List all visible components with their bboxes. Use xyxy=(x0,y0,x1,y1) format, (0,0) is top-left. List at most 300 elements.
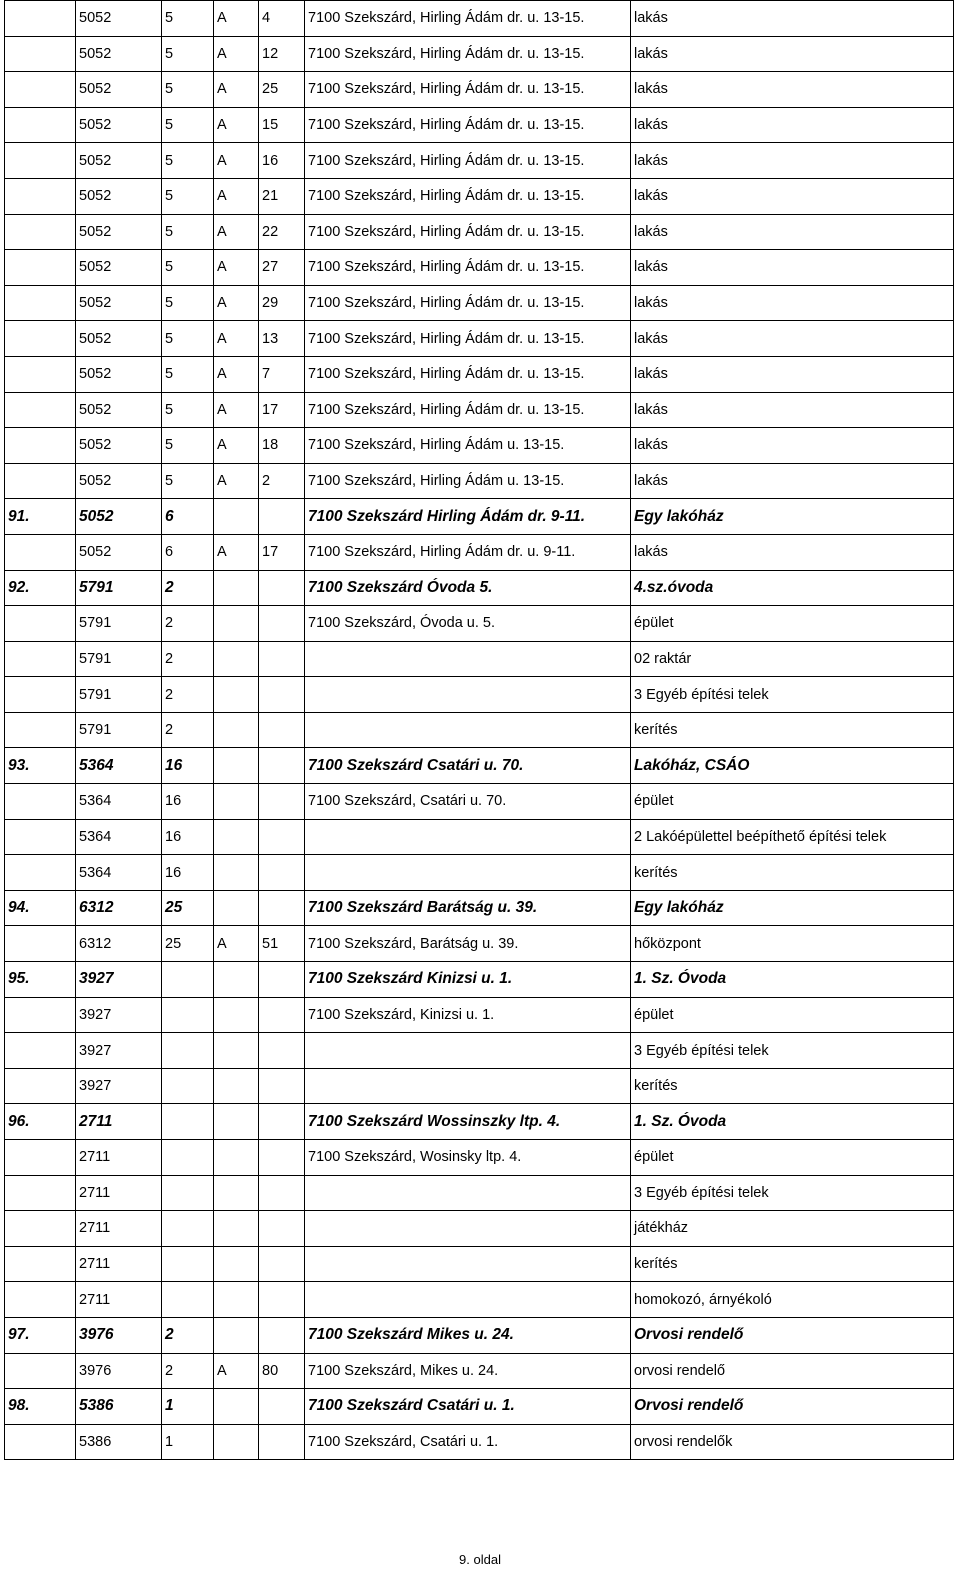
row-number-cell xyxy=(5,997,76,1033)
building-cell xyxy=(214,1389,259,1425)
row-number-cell xyxy=(5,606,76,642)
row-number-cell xyxy=(5,321,76,357)
building-cell: A xyxy=(214,143,259,179)
parcel-number-cell: 5386 xyxy=(76,1389,162,1425)
row-number-cell xyxy=(5,1282,76,1318)
parcel-number-cell: 5791 xyxy=(76,606,162,642)
unit-cell xyxy=(259,1424,305,1460)
sub-parcel-cell xyxy=(162,1282,214,1318)
unit-cell xyxy=(259,1317,305,1353)
table-row-property xyxy=(5,1104,954,1140)
sub-parcel-cell xyxy=(162,1104,214,1140)
row-number-cell: 92. xyxy=(5,570,76,606)
table-row xyxy=(5,712,954,748)
address-cell: 7100 Szekszárd Kinizsi u. 1. xyxy=(305,962,631,998)
building-cell xyxy=(214,641,259,677)
sub-parcel-cell: 1 xyxy=(162,1389,214,1425)
parcel-number-cell: 5052 xyxy=(76,36,162,72)
sub-parcel-cell: 5 xyxy=(162,178,214,214)
designation-cell: Lakóház, CSÁO xyxy=(631,748,954,784)
row-number-cell xyxy=(5,712,76,748)
designation-cell: kerítés xyxy=(631,1246,954,1282)
row-number-cell: 93. xyxy=(5,748,76,784)
sub-parcel-cell: 2 xyxy=(162,1353,214,1389)
parcel-number-cell: 5052 xyxy=(76,463,162,499)
address-cell xyxy=(305,641,631,677)
address-cell xyxy=(305,1211,631,1247)
table-row xyxy=(5,1282,954,1318)
unit-cell: 18 xyxy=(259,428,305,464)
sub-parcel-cell: 16 xyxy=(162,784,214,820)
building-cell xyxy=(214,819,259,855)
parcel-number-cell: 5052 xyxy=(76,534,162,570)
sub-parcel-cell xyxy=(162,1211,214,1247)
designation-cell: Orvosi rendelő xyxy=(631,1317,954,1353)
address-cell: 7100 Szekszárd, Hirling Ádám u. 13-15. xyxy=(305,463,631,499)
table-row xyxy=(5,285,954,321)
building-cell: A xyxy=(214,356,259,392)
building-cell: A xyxy=(214,321,259,357)
designation-cell: lakás xyxy=(631,356,954,392)
unit-cell xyxy=(259,748,305,784)
address-cell: 7100 Szekszárd, Kinizsi u. 1. xyxy=(305,997,631,1033)
sub-parcel-cell: 1 xyxy=(162,1424,214,1460)
row-number-cell: 91. xyxy=(5,499,76,535)
unit-cell: 17 xyxy=(259,392,305,428)
row-number-cell xyxy=(5,1353,76,1389)
row-number-cell xyxy=(5,392,76,428)
address-cell: 7100 Szekszárd, Hirling Ádám dr. u. 13-15. xyxy=(305,143,631,179)
table-row-property xyxy=(5,499,954,535)
unit-cell xyxy=(259,570,305,606)
sub-parcel-cell: 5 xyxy=(162,356,214,392)
address-cell: 7100 Szekszárd, Barátság u. 39. xyxy=(305,926,631,962)
building-cell xyxy=(214,855,259,891)
table-row xyxy=(5,926,954,962)
building-cell xyxy=(214,1175,259,1211)
building-cell xyxy=(214,1068,259,1104)
unit-cell: 21 xyxy=(259,178,305,214)
table-row xyxy=(5,1,954,37)
row-number-cell: 94. xyxy=(5,890,76,926)
designation-cell: hőközpont xyxy=(631,926,954,962)
sub-parcel-cell: 2 xyxy=(162,677,214,713)
sub-parcel-cell: 5 xyxy=(162,214,214,250)
address-cell: 7100 Szekszárd Csatári u. 70. xyxy=(305,748,631,784)
unit-cell: 4 xyxy=(259,1,305,37)
designation-cell: 02 raktár xyxy=(631,641,954,677)
address-cell xyxy=(305,855,631,891)
address-cell: 7100 Szekszárd, Hirling Ádám dr. u. 13-15. xyxy=(305,392,631,428)
designation-cell: lakás xyxy=(631,72,954,108)
address-cell xyxy=(305,1033,631,1069)
table-row xyxy=(5,1068,954,1104)
parcel-number-cell: 5364 xyxy=(76,748,162,784)
unit-cell: 15 xyxy=(259,107,305,143)
unit-cell xyxy=(259,1104,305,1140)
unit-cell xyxy=(259,677,305,713)
parcel-number-cell: 5052 xyxy=(76,107,162,143)
sub-parcel-cell xyxy=(162,997,214,1033)
sub-parcel-cell: 2 xyxy=(162,1317,214,1353)
designation-cell: kerítés xyxy=(631,855,954,891)
unit-cell xyxy=(259,1211,305,1247)
table-row xyxy=(5,641,954,677)
sub-parcel-cell: 2 xyxy=(162,641,214,677)
table-row xyxy=(5,997,954,1033)
sub-parcel-cell: 5 xyxy=(162,143,214,179)
unit-cell xyxy=(259,855,305,891)
address-cell: 7100 Szekszárd, Hirling Ádám dr. u. 13-15. xyxy=(305,285,631,321)
row-number-cell xyxy=(5,36,76,72)
unit-cell xyxy=(259,1033,305,1069)
address-cell xyxy=(305,1068,631,1104)
building-cell: A xyxy=(214,926,259,962)
parcel-number-cell: 5364 xyxy=(76,819,162,855)
building-cell: A xyxy=(214,534,259,570)
parcel-number-cell: 5052 xyxy=(76,356,162,392)
building-cell: A xyxy=(214,250,259,286)
unit-cell xyxy=(259,962,305,998)
table-row-property xyxy=(5,890,954,926)
address-cell: 7100 Szekszárd, Hirling Ádám dr. u. 13-15. xyxy=(305,250,631,286)
row-number-cell: 98. xyxy=(5,1389,76,1425)
sub-parcel-cell: 2 xyxy=(162,570,214,606)
row-number-cell xyxy=(5,534,76,570)
sub-parcel-cell: 16 xyxy=(162,819,214,855)
parcel-number-cell: 5052 xyxy=(76,321,162,357)
sub-parcel-cell xyxy=(162,1068,214,1104)
designation-cell: Egy lakóház xyxy=(631,499,954,535)
address-cell: 7100 Szekszárd, Wosinsky ltp. 4. xyxy=(305,1140,631,1176)
address-cell: 7100 Szekszárd, Hirling Ádám dr. u. 13-15. xyxy=(305,72,631,108)
unit-cell xyxy=(259,1140,305,1176)
building-cell xyxy=(214,890,259,926)
parcel-number-cell: 5386 xyxy=(76,1424,162,1460)
designation-cell: 1. Sz. Óvoda xyxy=(631,962,954,998)
sub-parcel-cell: 6 xyxy=(162,499,214,535)
row-number-cell xyxy=(5,641,76,677)
unit-cell: 22 xyxy=(259,214,305,250)
parcel-number-cell: 5052 xyxy=(76,1,162,37)
parcel-number-cell: 5791 xyxy=(76,712,162,748)
designation-cell: lakás xyxy=(631,178,954,214)
parcel-number-cell: 5052 xyxy=(76,285,162,321)
sub-parcel-cell xyxy=(162,962,214,998)
parcel-number-cell: 5791 xyxy=(76,570,162,606)
designation-cell: lakás xyxy=(631,285,954,321)
parcel-number-cell: 5052 xyxy=(76,214,162,250)
table-row xyxy=(5,428,954,464)
unit-cell xyxy=(259,997,305,1033)
sub-parcel-cell: 5 xyxy=(162,72,214,108)
table-row xyxy=(5,1424,954,1460)
table-row xyxy=(5,463,954,499)
designation-cell: 3 Egyéb építési telek xyxy=(631,677,954,713)
row-number-cell xyxy=(5,143,76,179)
table-row xyxy=(5,143,954,179)
sub-parcel-cell: 5 xyxy=(162,250,214,286)
row-number-cell xyxy=(5,1246,76,1282)
row-number-cell xyxy=(5,784,76,820)
row-number-cell xyxy=(5,1424,76,1460)
building-cell xyxy=(214,997,259,1033)
sub-parcel-cell: 6 xyxy=(162,534,214,570)
address-cell xyxy=(305,1246,631,1282)
unit-cell: 29 xyxy=(259,285,305,321)
unit-cell: 25 xyxy=(259,72,305,108)
building-cell: A xyxy=(214,428,259,464)
sub-parcel-cell: 5 xyxy=(162,321,214,357)
unit-cell xyxy=(259,499,305,535)
address-cell: 7100 Szekszárd Mikes u. 24. xyxy=(305,1317,631,1353)
address-cell: 7100 Szekszárd, Hirling Ádám dr. u. 13-15. xyxy=(305,36,631,72)
parcel-number-cell: 5052 xyxy=(76,428,162,464)
sub-parcel-cell: 16 xyxy=(162,855,214,891)
address-cell: 7100 Szekszárd, Hirling Ádám dr. u. 13-15. xyxy=(305,356,631,392)
sub-parcel-cell: 5 xyxy=(162,392,214,428)
row-number-cell xyxy=(5,1068,76,1104)
designation-cell: homokozó, árnyékoló xyxy=(631,1282,954,1318)
sub-parcel-cell: 5 xyxy=(162,107,214,143)
table-row xyxy=(5,855,954,891)
address-cell: 7100 Szekszárd, Mikes u. 24. xyxy=(305,1353,631,1389)
building-cell xyxy=(214,748,259,784)
building-cell: A xyxy=(214,72,259,108)
unit-cell: 16 xyxy=(259,143,305,179)
unit-cell: 7 xyxy=(259,356,305,392)
parcel-number-cell: 5052 xyxy=(76,178,162,214)
row-number-cell xyxy=(5,1,76,37)
sub-parcel-cell: 5 xyxy=(162,36,214,72)
parcel-number-cell: 5052 xyxy=(76,250,162,286)
parcel-number-cell: 3927 xyxy=(76,962,162,998)
sub-parcel-cell: 5 xyxy=(162,428,214,464)
table-row xyxy=(5,534,954,570)
table-row xyxy=(5,606,954,642)
table-row xyxy=(5,72,954,108)
unit-cell: 51 xyxy=(259,926,305,962)
row-number-cell xyxy=(5,677,76,713)
building-cell xyxy=(214,1140,259,1176)
row-number-cell xyxy=(5,855,76,891)
parcel-number-cell: 2711 xyxy=(76,1175,162,1211)
building-cell: A xyxy=(214,463,259,499)
address-cell: 7100 Szekszárd, Hirling Ádám dr. u. 13-15. xyxy=(305,107,631,143)
table-row-property xyxy=(5,748,954,784)
unit-cell xyxy=(259,784,305,820)
row-number-cell xyxy=(5,214,76,250)
designation-cell: lakás xyxy=(631,428,954,464)
designation-cell: orvosi rendelő xyxy=(631,1353,954,1389)
sub-parcel-cell: 25 xyxy=(162,926,214,962)
designation-cell: kerítés xyxy=(631,712,954,748)
table-row xyxy=(5,1246,954,1282)
unit-cell xyxy=(259,606,305,642)
table-row xyxy=(5,1033,954,1069)
building-cell xyxy=(214,1317,259,1353)
sub-parcel-cell: 25 xyxy=(162,890,214,926)
designation-cell: 1. Sz. Óvoda xyxy=(631,1104,954,1140)
table-row xyxy=(5,36,954,72)
building-cell: A xyxy=(214,1,259,37)
row-number-cell: 97. xyxy=(5,1317,76,1353)
address-cell: 7100 Szekszárd, Hirling Ádám dr. u. 13-15. xyxy=(305,214,631,250)
unit-cell xyxy=(259,1068,305,1104)
designation-cell: lakás xyxy=(631,534,954,570)
building-cell xyxy=(214,677,259,713)
parcel-number-cell: 2711 xyxy=(76,1140,162,1176)
table-row xyxy=(5,677,954,713)
address-cell: 7100 Szekszárd Barátság u. 39. xyxy=(305,890,631,926)
row-number-cell xyxy=(5,819,76,855)
table-row xyxy=(5,107,954,143)
building-cell: A xyxy=(214,36,259,72)
sub-parcel-cell: 5 xyxy=(162,463,214,499)
table-row xyxy=(5,1211,954,1247)
parcel-number-cell: 6312 xyxy=(76,926,162,962)
parcel-number-cell: 3976 xyxy=(76,1353,162,1389)
row-number-cell xyxy=(5,926,76,962)
row-number-cell xyxy=(5,72,76,108)
property-register-table xyxy=(4,0,954,1460)
row-number-cell xyxy=(5,1175,76,1211)
parcel-number-cell: 5791 xyxy=(76,641,162,677)
address-cell: 7100 Szekszárd Óvoda 5. xyxy=(305,570,631,606)
building-cell: A xyxy=(214,214,259,250)
address-cell: 7100 Szekszárd, Hirling Ádám u. 13-15. xyxy=(305,428,631,464)
unit-cell: 17 xyxy=(259,534,305,570)
sub-parcel-cell xyxy=(162,1175,214,1211)
designation-cell: kerítés xyxy=(631,1068,954,1104)
table-row xyxy=(5,321,954,357)
building-cell: A xyxy=(214,392,259,428)
table-row xyxy=(5,178,954,214)
designation-cell: lakás xyxy=(631,107,954,143)
row-number-cell: 96. xyxy=(5,1104,76,1140)
address-cell xyxy=(305,1175,631,1211)
sub-parcel-cell: 2 xyxy=(162,606,214,642)
building-cell xyxy=(214,570,259,606)
parcel-number-cell: 2711 xyxy=(76,1282,162,1318)
building-cell xyxy=(214,499,259,535)
unit-cell xyxy=(259,1389,305,1425)
designation-cell: játékház xyxy=(631,1211,954,1247)
parcel-number-cell: 3927 xyxy=(76,1033,162,1069)
designation-cell: Orvosi rendelő xyxy=(631,1389,954,1425)
designation-cell: lakás xyxy=(631,321,954,357)
designation-cell: lakás xyxy=(631,1,954,37)
table-row xyxy=(5,1353,954,1389)
unit-cell xyxy=(259,1175,305,1211)
address-cell xyxy=(305,499,631,535)
building-cell: A xyxy=(214,178,259,214)
building-cell xyxy=(214,1211,259,1247)
address-text: 7100 Szekszárd Hirling Ádám dr. 9-11. xyxy=(308,508,586,526)
address-cell: 7100 Szekszárd, Csatári u. 1. xyxy=(305,1424,631,1460)
designation-cell: 3 Egyéb építési telek xyxy=(631,1175,954,1211)
parcel-number-cell: 5052 xyxy=(76,143,162,179)
building-cell xyxy=(214,1424,259,1460)
designation-cell: épület xyxy=(631,606,954,642)
row-number-cell xyxy=(5,107,76,143)
table-row xyxy=(5,356,954,392)
designation-cell: épület xyxy=(631,784,954,820)
parcel-number-cell: 2711 xyxy=(76,1211,162,1247)
unit-cell: 27 xyxy=(259,250,305,286)
table-row-property xyxy=(5,1389,954,1425)
unit-cell: 80 xyxy=(259,1353,305,1389)
address-cell xyxy=(305,677,631,713)
designation-cell: orvosi rendelők xyxy=(631,1424,954,1460)
designation-cell: lakás xyxy=(631,463,954,499)
sub-parcel-cell xyxy=(162,1140,214,1176)
parcel-number-cell: 5364 xyxy=(76,784,162,820)
designation-cell: lakás xyxy=(631,36,954,72)
table-row xyxy=(5,784,954,820)
row-number-cell xyxy=(5,356,76,392)
building-cell xyxy=(214,962,259,998)
table-row xyxy=(5,819,954,855)
building-cell xyxy=(214,1282,259,1318)
unit-cell xyxy=(259,1246,305,1282)
sub-parcel-cell: 5 xyxy=(162,1,214,37)
address-cell xyxy=(305,712,631,748)
table-row xyxy=(5,250,954,286)
unit-cell: 12 xyxy=(259,36,305,72)
row-number-cell xyxy=(5,1033,76,1069)
building-cell: A xyxy=(214,1353,259,1389)
sub-parcel-cell: 5 xyxy=(162,285,214,321)
building-cell: A xyxy=(214,107,259,143)
address-cell xyxy=(305,819,631,855)
designation-cell: lakás xyxy=(631,250,954,286)
parcel-number-cell: 2711 xyxy=(76,1104,162,1140)
building-cell xyxy=(214,1104,259,1140)
table-row xyxy=(5,1175,954,1211)
parcel-number-cell: 3976 xyxy=(76,1317,162,1353)
parcel-number-cell: 5791 xyxy=(76,677,162,713)
address-cell: 7100 Szekszárd Csatári u. 1. xyxy=(305,1389,631,1425)
unit-cell: 13 xyxy=(259,321,305,357)
row-number-cell xyxy=(5,285,76,321)
designation-cell: 2 Lakóépülettel beépíthető építési telek xyxy=(631,819,954,855)
address-cell: 7100 Szekszárd, Hirling Ádám dr. u. 9-11. xyxy=(305,534,631,570)
address-cell: 7100 Szekszárd, Csatári u. 70. xyxy=(305,784,631,820)
building-cell: A xyxy=(214,285,259,321)
building-cell xyxy=(214,606,259,642)
unit-cell xyxy=(259,890,305,926)
address-cell: 7100 Szekszárd, Hirling Ádám dr. u. 13-15. xyxy=(305,321,631,357)
unit-cell xyxy=(259,641,305,677)
designation-cell: 4.sz.óvoda xyxy=(631,570,954,606)
building-cell xyxy=(214,784,259,820)
unit-cell xyxy=(259,819,305,855)
parcel-number-cell: 3927 xyxy=(76,1068,162,1104)
parcel-number-cell: 3927 xyxy=(76,997,162,1033)
row-number-cell xyxy=(5,178,76,214)
table-row-property xyxy=(5,570,954,606)
sub-parcel-cell: 2 xyxy=(162,712,214,748)
designation-cell: lakás xyxy=(631,392,954,428)
designation-cell: lakás xyxy=(631,143,954,179)
table-row-property xyxy=(5,1317,954,1353)
row-number-cell xyxy=(5,428,76,464)
table-row xyxy=(5,214,954,250)
address-cell: 7100 Szekszárd, Hirling Ádám dr. u. 13-15. xyxy=(305,178,631,214)
table-row-property xyxy=(5,962,954,998)
table-body xyxy=(5,1,954,1460)
